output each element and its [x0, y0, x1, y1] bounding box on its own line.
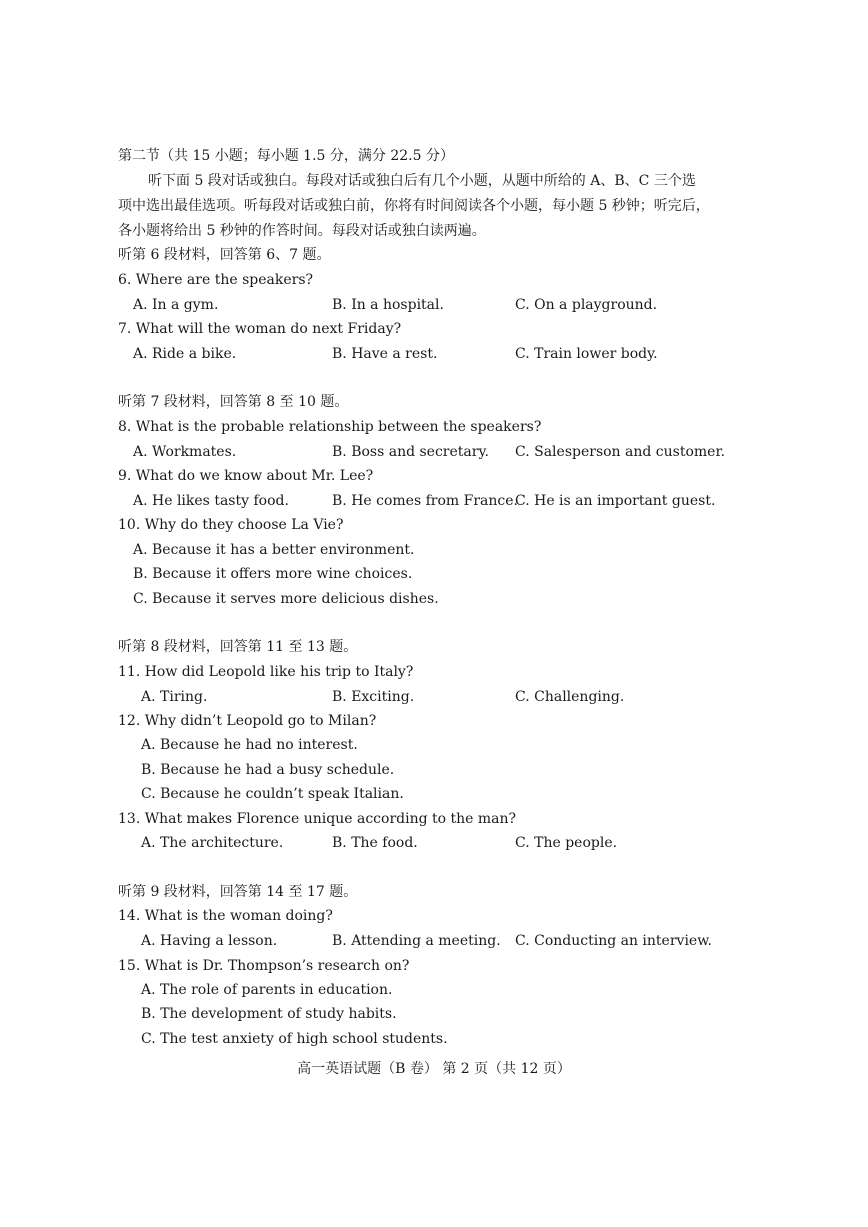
- option-a: A. The role of parents in education.: [141, 982, 393, 998]
- option-c: C. Because it serves more delicious dishes.: [133, 591, 439, 607]
- question-stem: 7. What will the woman do next Friday?: [118, 321, 402, 337]
- option-a: A. Tiring.: [141, 689, 208, 705]
- option-a: A. Ride a bike.: [133, 346, 237, 362]
- question-stem: 6. Where are the speakers?: [118, 272, 314, 288]
- section-header: 第二节（共 15 小题；每小题 1.5 分，满分 22.5 分）: [118, 148, 454, 164]
- option-c: C. On a playground.: [515, 297, 658, 313]
- option-a: A. In a gym.: [133, 297, 219, 313]
- option-b: B. In a hospital.: [332, 297, 444, 313]
- question-stem: 12. Why didn’t Leopold go to Milan?: [118, 713, 377, 729]
- option-b: B. Exciting.: [332, 689, 415, 705]
- option-b: B. Attending a meeting.: [332, 933, 501, 949]
- question-stem: 11. How did Leopold like his trip to Italy?: [118, 664, 414, 680]
- question-stem: 9. What do we know about Mr. Lee?: [118, 468, 374, 484]
- option-b: B. The food.: [332, 835, 418, 851]
- group-heading: 听第 7 段材料，回答第 8 至 10 题。: [118, 394, 349, 410]
- group-heading: 听第 6 段材料，回答第 6、7 题。: [118, 247, 331, 263]
- question-stem: 8. What is the probable relationship between the speakers?: [118, 419, 542, 435]
- option-b: B. Boss and secretary.: [332, 444, 489, 460]
- option-b: B. He comes from France.: [332, 493, 518, 509]
- instruction-line: 各小题将给出 5 秒钟的作答时间。每段对话或独白读两遍。: [118, 223, 486, 239]
- option-c: C. The people.: [515, 835, 618, 851]
- option-c: C. He is an important guest.: [515, 493, 716, 509]
- option-a: A. Because he had no interest.: [141, 737, 358, 753]
- option-a: A. Because it has a better environment.: [133, 542, 415, 558]
- question-stem: 10. Why do they choose La Vie?: [118, 517, 344, 533]
- option-b: B. Have a rest.: [332, 346, 438, 362]
- option-a: A. Having a lesson.: [141, 933, 278, 949]
- option-a: A. The architecture.: [141, 835, 284, 851]
- instruction-line: 项中选出最佳选项。听每段对话或独白前，你将有时间阅读各个小题，每小题 5 秒钟；听完后，: [118, 198, 710, 214]
- option-c: C. Challenging.: [515, 689, 625, 705]
- option-b: B. Because he had a busy schedule.: [141, 762, 395, 778]
- instruction-line: 听下面 5 段对话或独白。每段对话或独白后有几个小题，从题中所给的 A、B、C 三个选: [148, 173, 696, 189]
- page-footer: 高一英语试题（B 卷） 第 2 页（共 12 页）: [297, 1061, 571, 1077]
- group-heading: 听第 8 段材料，回答第 11 至 13 题。: [118, 639, 358, 655]
- question-stem: 15. What is Dr. Thompson’s research on?: [118, 958, 410, 974]
- option-a: A. He likes tasty food.: [133, 493, 289, 509]
- option-c: C. Because he couldn’t speak Italian.: [141, 786, 404, 802]
- option-c: C. Train lower body.: [515, 346, 658, 362]
- option-b: B. Because it offers more wine choices.: [133, 566, 413, 582]
- option-c: C. Conducting an interview.: [515, 933, 712, 949]
- question-stem: 13. What makes Florence unique according to the man?: [118, 811, 517, 827]
- question-stem: 14. What is the woman doing?: [118, 908, 333, 924]
- option-c: C. Salesperson and customer.: [515, 444, 726, 460]
- option-c: C. The test anxiety of high school students.: [141, 1031, 448, 1047]
- group-heading: 听第 9 段材料，回答第 14 至 17 题。: [118, 884, 358, 900]
- option-b: B. The development of study habits.: [141, 1006, 397, 1022]
- option-a: A. Workmates.: [133, 444, 237, 460]
